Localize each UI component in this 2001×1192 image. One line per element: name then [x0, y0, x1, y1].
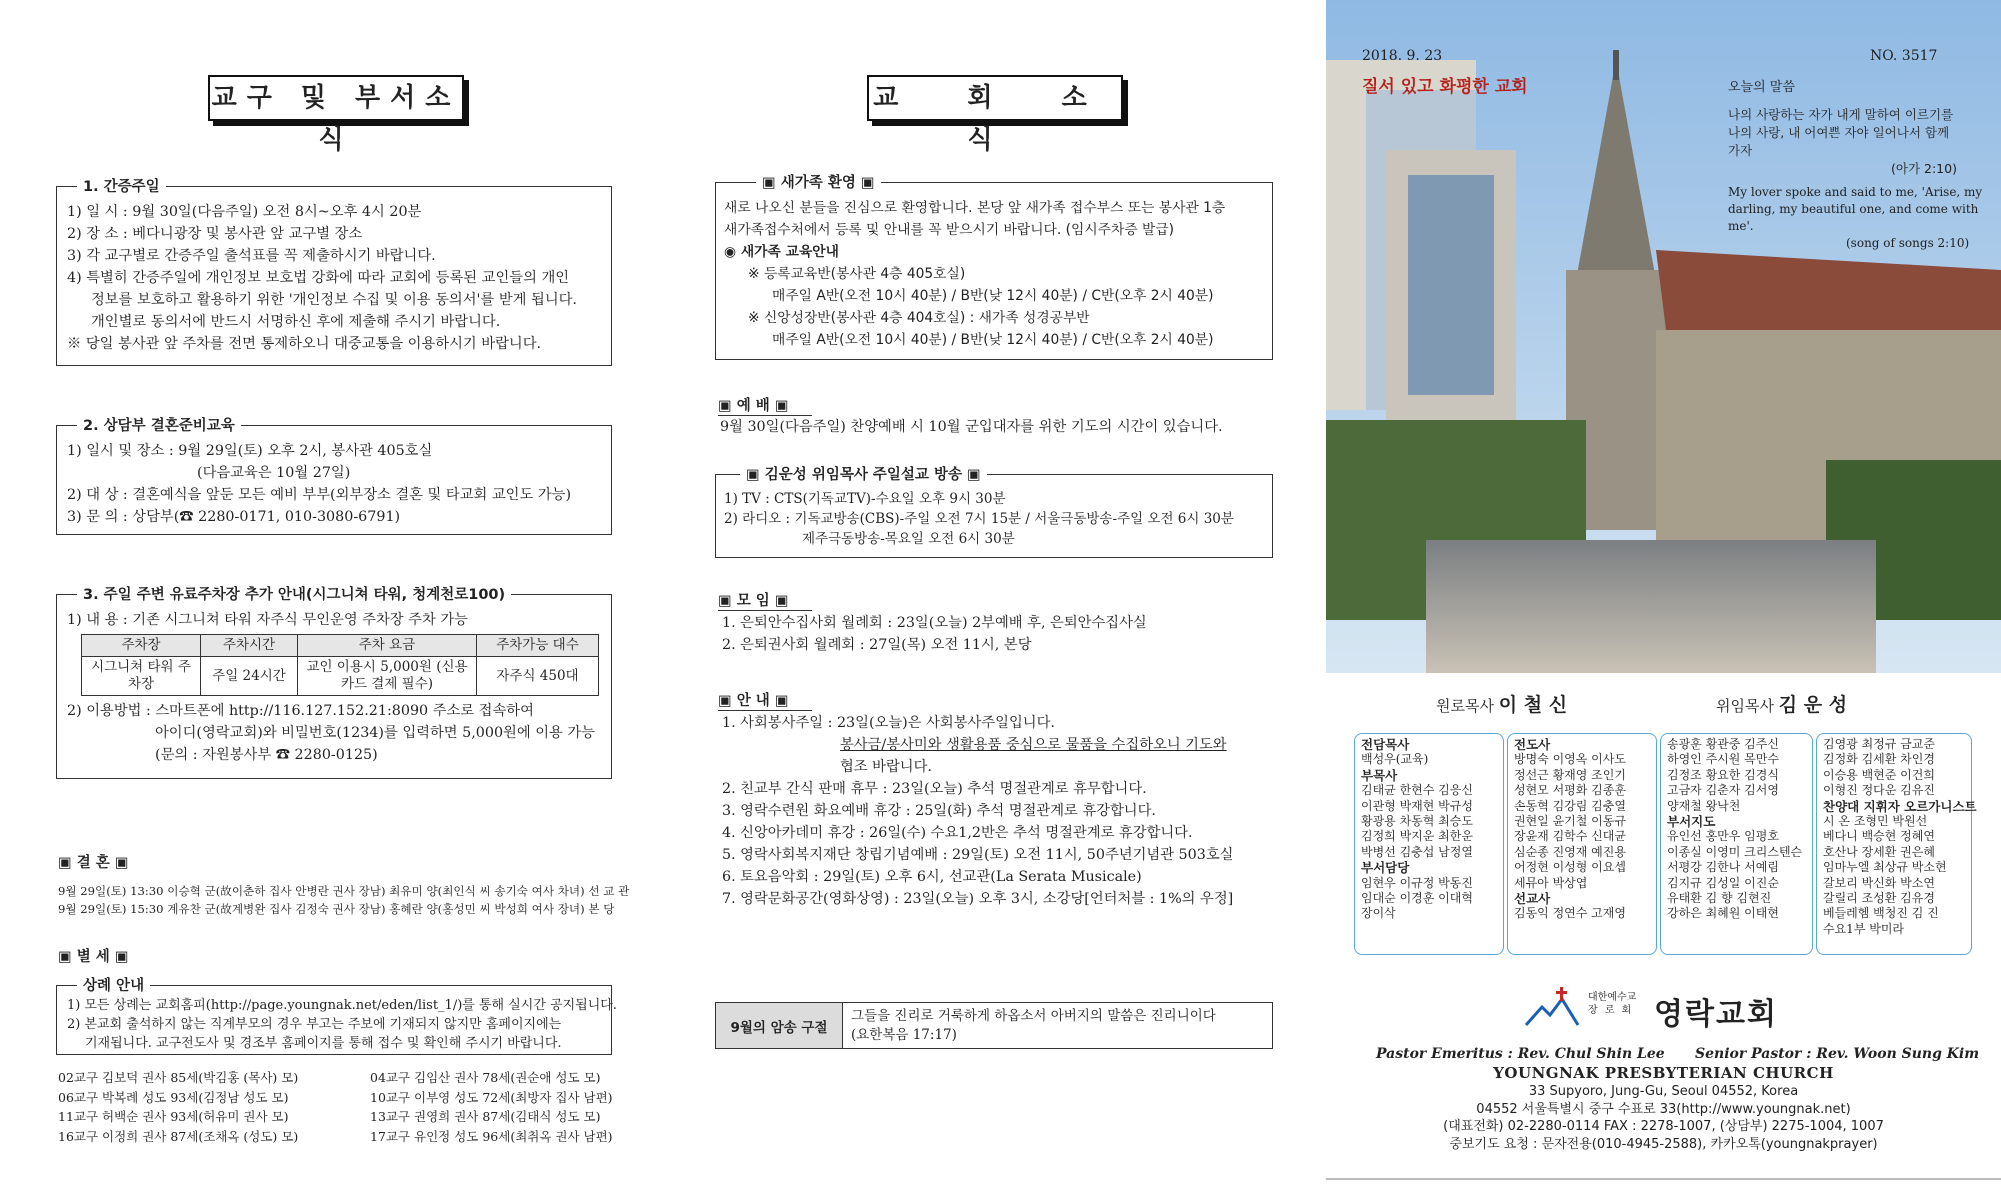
staff-names-row: 강하은 최혜원 이태현	[1667, 906, 1779, 921]
text-line: 봉사금/봉사미와 생활용품 중심으로 물품을 수집하오니 기도와	[840, 737, 1227, 753]
text-line: 5. 영락사회복지재단 창립기념예배 : 29일(토) 오전 11시, 50주년기념관 503호실	[722, 847, 1234, 863]
staff-names-row: 베들레헴 백청진 김 진	[1823, 906, 1939, 921]
text-line: 개인별로 동의서에 반드시 서명하신 후에 제출해 주시기 바랍니다.	[91, 314, 501, 330]
wedding-header: ▣ 결 혼 ▣	[58, 855, 129, 871]
staff-names-row: 송광훈 황관중 김주신	[1667, 737, 1779, 751]
staff-names-row: 임대순 이경훈 이대혁	[1361, 891, 1473, 906]
staff-names-row: 양재철 왕낙천	[1667, 798, 1741, 813]
memory-verse-box	[715, 1002, 1273, 1049]
staff-names-row: 김정희 박지운 최한운	[1361, 829, 1473, 844]
staff-names-row: 장윤재 김학수 신대균	[1514, 829, 1626, 844]
staff-names-row: 박병선 김충섭 남정열	[1361, 844, 1473, 859]
section-testimony-sunday	[56, 179, 612, 366]
staff-names-row: 갈릴리 조성환 김유경	[1823, 891, 1935, 906]
staff-names-row: 김정조 황요한 김경식	[1667, 767, 1779, 782]
staff-column	[1354, 733, 1504, 955]
table-cell: 시그니쳐 타워 주차장	[82, 657, 201, 696]
staff-column	[1816, 733, 1977, 955]
table-cell: 주일 24시간	[201, 657, 298, 696]
wedding-row: 9월 29일(토) 13:30 이승혁 군(故이춘하 집사 안병란 권사 장남) 최유미 양(최인식 씨 송기숙 여사 차녀) 선 교 관	[58, 884, 630, 898]
text-line: ※ 당일 봉사관 앞 주차를 전면 통제하오니 대중교통을 이용하시기 바랍니다.	[67, 336, 542, 352]
staff-names-row: 방명숙 이영옥 이사도	[1514, 752, 1626, 767]
text-line: 2) 라디오 : 기독교방송(CBS)-주일 오전 7시 15분 / 서울극동방송-주일 오전 6시 30분	[724, 511, 1234, 527]
address-line: 중보기도 요청 : 문자전용(010-4945-2588), 카카오톡(youngnakprayer)	[1449, 1136, 1878, 1152]
obituary-row: 13교구 권영희 권사 87세(김태식 성도 모)	[370, 1109, 601, 1124]
staff-group-header: 찬양대 지휘자 오르가니스트	[1823, 798, 1977, 814]
text-line: 새로 나오신 분들을 진심으로 환영합니다. 본당 앞 새가족 접수부스 또는 봉사관 1층	[724, 200, 1226, 216]
table-header: 주차가능 대수	[477, 635, 599, 657]
text-line: 매주일 A반(오전 10시 40분) / B반(낮 12시 40분) / C반(오후 2시 40분)	[772, 288, 1214, 304]
text-line: 제주극동방송-목요일 오전 6시 30분	[802, 531, 1015, 547]
scripture-ko-line: 나의 사랑, 내 어여쁜 자야 일어나서 함께	[1728, 125, 1950, 140]
obituary-row: 17교구 유인정 성도 96세(최취옥 권사 남편)	[370, 1128, 613, 1144]
staff-names-row: 임마누엘 최상규 박소현	[1823, 860, 1947, 875]
obituary-row: 16교구 이정희 권사 87세(조채옥 (성도) 모)	[58, 1128, 299, 1144]
scripture-en-line: me'.	[1728, 219, 1754, 233]
text-line: 4. 신앙아카데미 휴강 : 26일(수) 수요1,2반은 추석 명절관계로 휴강합니다.	[722, 825, 1193, 841]
text-line: 매주일 A반(오전 10시 40분) / B반(낮 12시 40분) / C반(오후 2시 40분)	[772, 332, 1214, 348]
table-cell: 자주식 450대	[477, 657, 599, 696]
notice-header: ▣ 안 내 ▣	[718, 689, 812, 711]
logo-main-text: 영락교회	[1654, 997, 1778, 1032]
staff-names-row: 세뮤아 박상엽	[1514, 875, 1588, 890]
text-line: 1) 모든 상례는 교회홈피(http://page.youngnak.net/eden/list_1/)를 통해 실시간 공지됩니다.	[67, 998, 617, 1013]
staff-names-row: 성현모 서평화 김종훈	[1514, 783, 1626, 798]
text-line: 협조 바랍니다.	[840, 759, 932, 775]
staff-names-row: 어정현 이성형 이요셉	[1514, 860, 1626, 875]
church-illustration	[1326, 0, 2001, 673]
staff-names-row: 김영광 최정규 금교준	[1823, 737, 1935, 751]
text-line: (문의 : 자원봉사부 ☎ 2280-0125)	[155, 747, 378, 763]
staff-names-row: 김지규 김성일 이진순	[1667, 875, 1779, 890]
middle-title: 교 회 소 식	[867, 75, 1123, 121]
parking-table	[81, 634, 599, 696]
staff-names-row: 임현우 이규정 박동진	[1361, 875, 1473, 890]
bulletin-date: 2018. 9. 23	[1362, 48, 1443, 64]
staff-names-row: 베다니 백승현 정혜연	[1823, 829, 1935, 844]
text-line: 3) 각 교구별로 간증주일 출석표를 꼭 제출하시기 바랍니다.	[67, 248, 436, 264]
obituary-row: 04교구 김임산 권사 78세(권순애 성도 모)	[370, 1070, 601, 1085]
broadcast-header: ▣ 김운성 위임목사 주일설교 방송 ▣	[740, 463, 987, 484]
text-line: ◉ 새가족 교육안내	[724, 244, 839, 260]
church-logo-icon	[1522, 985, 1582, 1031]
scripture-ko-line: 가자	[1728, 143, 1753, 158]
text-line: 2) 본교회 출석하지 않는 직계부모의 경우 부고는 주보에 기재되지 않지만 홈페이지에는	[67, 1017, 562, 1032]
staff-names-row: 정선근 황재영 조인기	[1514, 767, 1626, 782]
worship-text: 9월 30일(다음주일) 찬양예배 시 10월 군입대자를 위한 기도의 시간이 있습니다.	[720, 419, 1223, 435]
text-line: 정보를 보호하고 활용하기 위한 '개인정보 수집 및 이용 동의서'를 받게 됩니다.	[91, 292, 577, 308]
staff-group-header: 선교사	[1514, 891, 1551, 907]
staff-names-row: 서평강 김한나 서예림	[1667, 860, 1779, 875]
staff-names-row: 김태균 한현수 김응신	[1361, 783, 1473, 798]
text-line: 2. 은퇴권사회 월례회 : 27일(목) 오전 11시, 본당	[722, 637, 1032, 653]
funeral-notice-box	[56, 978, 617, 1055]
staff-group-header: 부목사	[1361, 767, 1398, 783]
staff-column	[1507, 733, 1657, 955]
text-line: 2) 이용방법 : 스마트폰에 http://116.127.152.21:8090 주소로 접속하여	[67, 703, 534, 719]
staff-names-row: 손동혁 김강림 김충열	[1514, 798, 1626, 813]
church-slogan: 질서 있고 화평한 교회	[1362, 77, 1528, 97]
text-line: 1. 은퇴안수집사회 월례회 : 23일(오늘) 2부예배 후, 은퇴안수집사실	[722, 615, 1147, 631]
staff-names-row: 호산나 장세환 권은혜	[1823, 844, 1935, 859]
address-line: 33 Supyoro, Jung-Gu, Seoul 04552, Korea	[1528, 1084, 1799, 1099]
staff-names-row: 백성우(교육)	[1361, 752, 1429, 767]
logo-sub-1: 대한예수교	[1588, 992, 1637, 1003]
text-line: 3. 영락수련원 화요예배 휴강 : 25일(화) 추석 명절관계로 휴강합니다.	[722, 803, 1156, 819]
section-broadcast	[715, 467, 1273, 558]
todays-word-title: 오늘의 말씀	[1728, 80, 1795, 95]
staff-group-header: 전도사	[1514, 737, 1551, 752]
address-line: 04552 서울특별시 중구 수표로 33(http://www.youngnak.net)	[1476, 1101, 1851, 1117]
pastor-emeritus-name: 이 철 신	[1498, 694, 1568, 716]
text-line: (다음교육은 10월 27일)	[197, 465, 351, 481]
scripture-en-line: My lover spoke and said to me, 'Arise, my	[1728, 185, 1983, 199]
text-line: 1. 사회봉사주일 : 23일(오늘)은 사회봉사주일입니다.	[722, 715, 1055, 731]
staff-column	[1660, 733, 1813, 955]
staff-names-row: 하영인 주시원 목만수	[1667, 752, 1779, 767]
staff-group-header: 부서담당	[1361, 860, 1410, 876]
staff-names-row: 갈보리 박신화 박소연	[1823, 875, 1935, 890]
church-logo	[1522, 985, 1822, 1031]
obituary-row: 02교구 김보덕 권사 85세(박김홍 (목사) 모)	[58, 1070, 299, 1085]
staff-names-row: 이종실 이영미 크리스텐슨	[1667, 844, 1803, 859]
scripture-ko-ref: (아가 2:10)	[1891, 161, 1957, 176]
scripture-ko-line: 나의 사랑하는 자가 내게 말하여 이르기를	[1728, 107, 1954, 122]
text-line: 3) 문 의 : 상담부(☎ 2280-0171, 010-3080-6791)	[67, 509, 401, 525]
scripture-en-line: darling, my beautiful one, and come with	[1728, 202, 1979, 216]
staff-names-row: 유인선 홍만우 임평호	[1667, 829, 1779, 844]
wedding-row: 9월 29일(토) 15:30 계유찬 군(故계병완 집사 김정숙 권사 장남) 홍혜란 양(홍성민 씨 박성희 여사 장녀) 본 당	[58, 902, 615, 916]
staff-names-row: 황광용 차동혁 최승도	[1361, 814, 1473, 829]
staff-names-row: 이형진 정다운 김유진	[1823, 783, 1935, 798]
pastor-emeritus-en: Pastor Emeritus : Rev. Chul Shin Lee	[1376, 1046, 1665, 1062]
meeting-header: ▣ 모 임 ▣	[718, 589, 812, 611]
staff-group-header: 부서지도	[1667, 814, 1716, 830]
text-line: 7. 영락문화공간(영화상영) : 23일(오늘) 오후 3시, 소강당[언터처블 : 1%의 우정]	[722, 891, 1234, 907]
obituary-row: 10교구 이부영 성도 72세(최방자 집사 남편)	[370, 1089, 613, 1105]
senior-pastor-en: Senior Pastor : Rev. Woon Sung Kim	[1695, 1046, 1980, 1062]
text-line: 2) 대 상 : 결혼예식을 앞둔 모든 예비 부부(외부장소 결혼 및 타교회 교인도 가능)	[67, 487, 572, 503]
scripture-en-ref: (song of songs 2:10)	[1846, 236, 1970, 250]
text-line: 1) 일 시 : 9월 30일(다음주일) 오전 8시~오후 4시 20분	[67, 204, 422, 220]
table-header: 주차장	[82, 635, 201, 657]
staff-names-row: 수요1부 박미라	[1823, 921, 1905, 936]
issue-number: NO. 3517	[1870, 48, 1938, 64]
table-header: 주차시간	[201, 635, 298, 657]
obituary-row: 11교구 허백순 권사 93세(허유미 권사 모)	[58, 1109, 289, 1124]
senior-pastor-name: 김 운 성	[1778, 694, 1848, 716]
staff-names-row: 고금자 김춘자 김서영	[1667, 783, 1779, 798]
left-title: 교구 및 부서소식	[208, 75, 464, 121]
text-line: ※ 등록교육반(봉사관 4층 405호실)	[748, 266, 966, 282]
staff-names-row: 이승용 백현준 이건희	[1823, 767, 1935, 782]
address-line: (대표전화) 02-2280-0114 FAX : 2278-1007, (상담부) 2275-1004, 1007	[1443, 1119, 1884, 1134]
section-parking	[56, 587, 612, 779]
text-line: 2) 장 소 : 베다니광장 및 봉사관 앞 교구별 장소	[67, 226, 363, 242]
text-line: 2. 친교부 간식 판매 휴무 : 23일(오늘) 추석 명절관계로 휴무합니다.	[722, 781, 1147, 797]
text-line: 1) 내 용 : 기존 시그니쳐 타워 자주식 무인운영 주차장 주차 가능	[67, 612, 468, 628]
obituary-row: 06교구 박복례 성도 93세(김정남 성도 모)	[58, 1089, 289, 1105]
funeral-notice-label: 상례 안내	[77, 974, 150, 995]
staff-names-row: 유태환 김 향 김현진	[1667, 891, 1772, 906]
memory-verse-text: 그들을 진리로 거룩하게 하옵소서 아버지의 말씀은 진리니이다	[851, 1008, 1216, 1024]
church-name-en: YOUNGNAK PRESBYTERIAN CHURCH	[1493, 1064, 1834, 1082]
staff-names-row: 심순종 진영재 예진용	[1514, 844, 1626, 859]
staff-names-row: 시 온 조형민 박원선	[1823, 814, 1928, 829]
text-line: 4) 특별히 간증주일에 개인정보 보호법 강화에 따라 교회에 등록된 교인들의 개인	[67, 270, 570, 286]
section-3-header: 3. 주일 주변 유료주차장 추가 안내(시그니쳐 타워, 청계천로100)	[77, 583, 511, 604]
memory-verse-label: 9월의 암송 구절	[716, 1003, 843, 1048]
section-wedding-prep	[56, 418, 612, 535]
senior-pastor-label: 위임목사	[1716, 697, 1774, 715]
bottom-divider	[1326, 1178, 2001, 1180]
staff-names-row: 김동익 정연수 고재영	[1514, 906, 1626, 921]
logo-sub-2: 장 로 회	[1588, 1005, 1634, 1016]
text-line: 아이디(영락교회)와 비밀번호(1234)를 입력하면 5,000원에 이용 가능	[155, 725, 595, 741]
death-header: ▣ 별 세 ▣	[58, 949, 129, 965]
text-line: 새가족접수처에서 등록 및 안내를 꼭 받으시기 바랍니다. (임시주차증 발급)	[724, 222, 1175, 238]
staff-names-row: 이관형 박재현 박규성	[1361, 798, 1473, 813]
staff-names-row: 장이삭	[1361, 906, 1396, 921]
pastor-emeritus-label: 원로목사	[1436, 697, 1494, 715]
text-line: 1) TV : CTS(기독교TV)-수요일 오후 9시 30분	[724, 491, 1006, 507]
staff-group-header: 전담목사	[1361, 737, 1410, 752]
church-photo	[1326, 0, 2001, 673]
section-1-header: 1. 간증주일	[77, 175, 166, 196]
staff-names-row: 권현일 윤기철 이동규	[1514, 814, 1626, 829]
text-line: ※ 신앙성장반(봉사관 4층 404호실) : 새가족 성경공부반	[748, 310, 1090, 326]
text-line: 기재됩니다. 교구전도사 및 경조부 홈페이지를 통해 접수 및 확인해 주시기 바랍니다.	[85, 1036, 562, 1051]
table-header: 주차 요금	[298, 635, 477, 657]
table-cell: 교인 이용시 5,000원 (신용카드 결제 필수)	[298, 657, 477, 696]
text-line: 6. 토요음악회 : 29일(토) 오후 6시, 선교관(La Serata Musicale)	[722, 869, 1142, 885]
newcomer-header: ▣ 새가족 환영 ▣	[756, 171, 881, 192]
worship-header: ▣ 예 배 ▣	[718, 394, 812, 416]
text-line: 1) 일시 및 장소 : 9월 29일(토) 오후 2시, 봉사관 405호실	[67, 443, 433, 459]
section-newcomer	[715, 175, 1273, 360]
memory-verse-ref: (요한복음 17:17)	[851, 1027, 957, 1043]
staff-names-row: 김정화 김세환 차인경	[1823, 752, 1935, 767]
section-2-header: 2. 상담부 결혼준비교육	[77, 414, 241, 435]
